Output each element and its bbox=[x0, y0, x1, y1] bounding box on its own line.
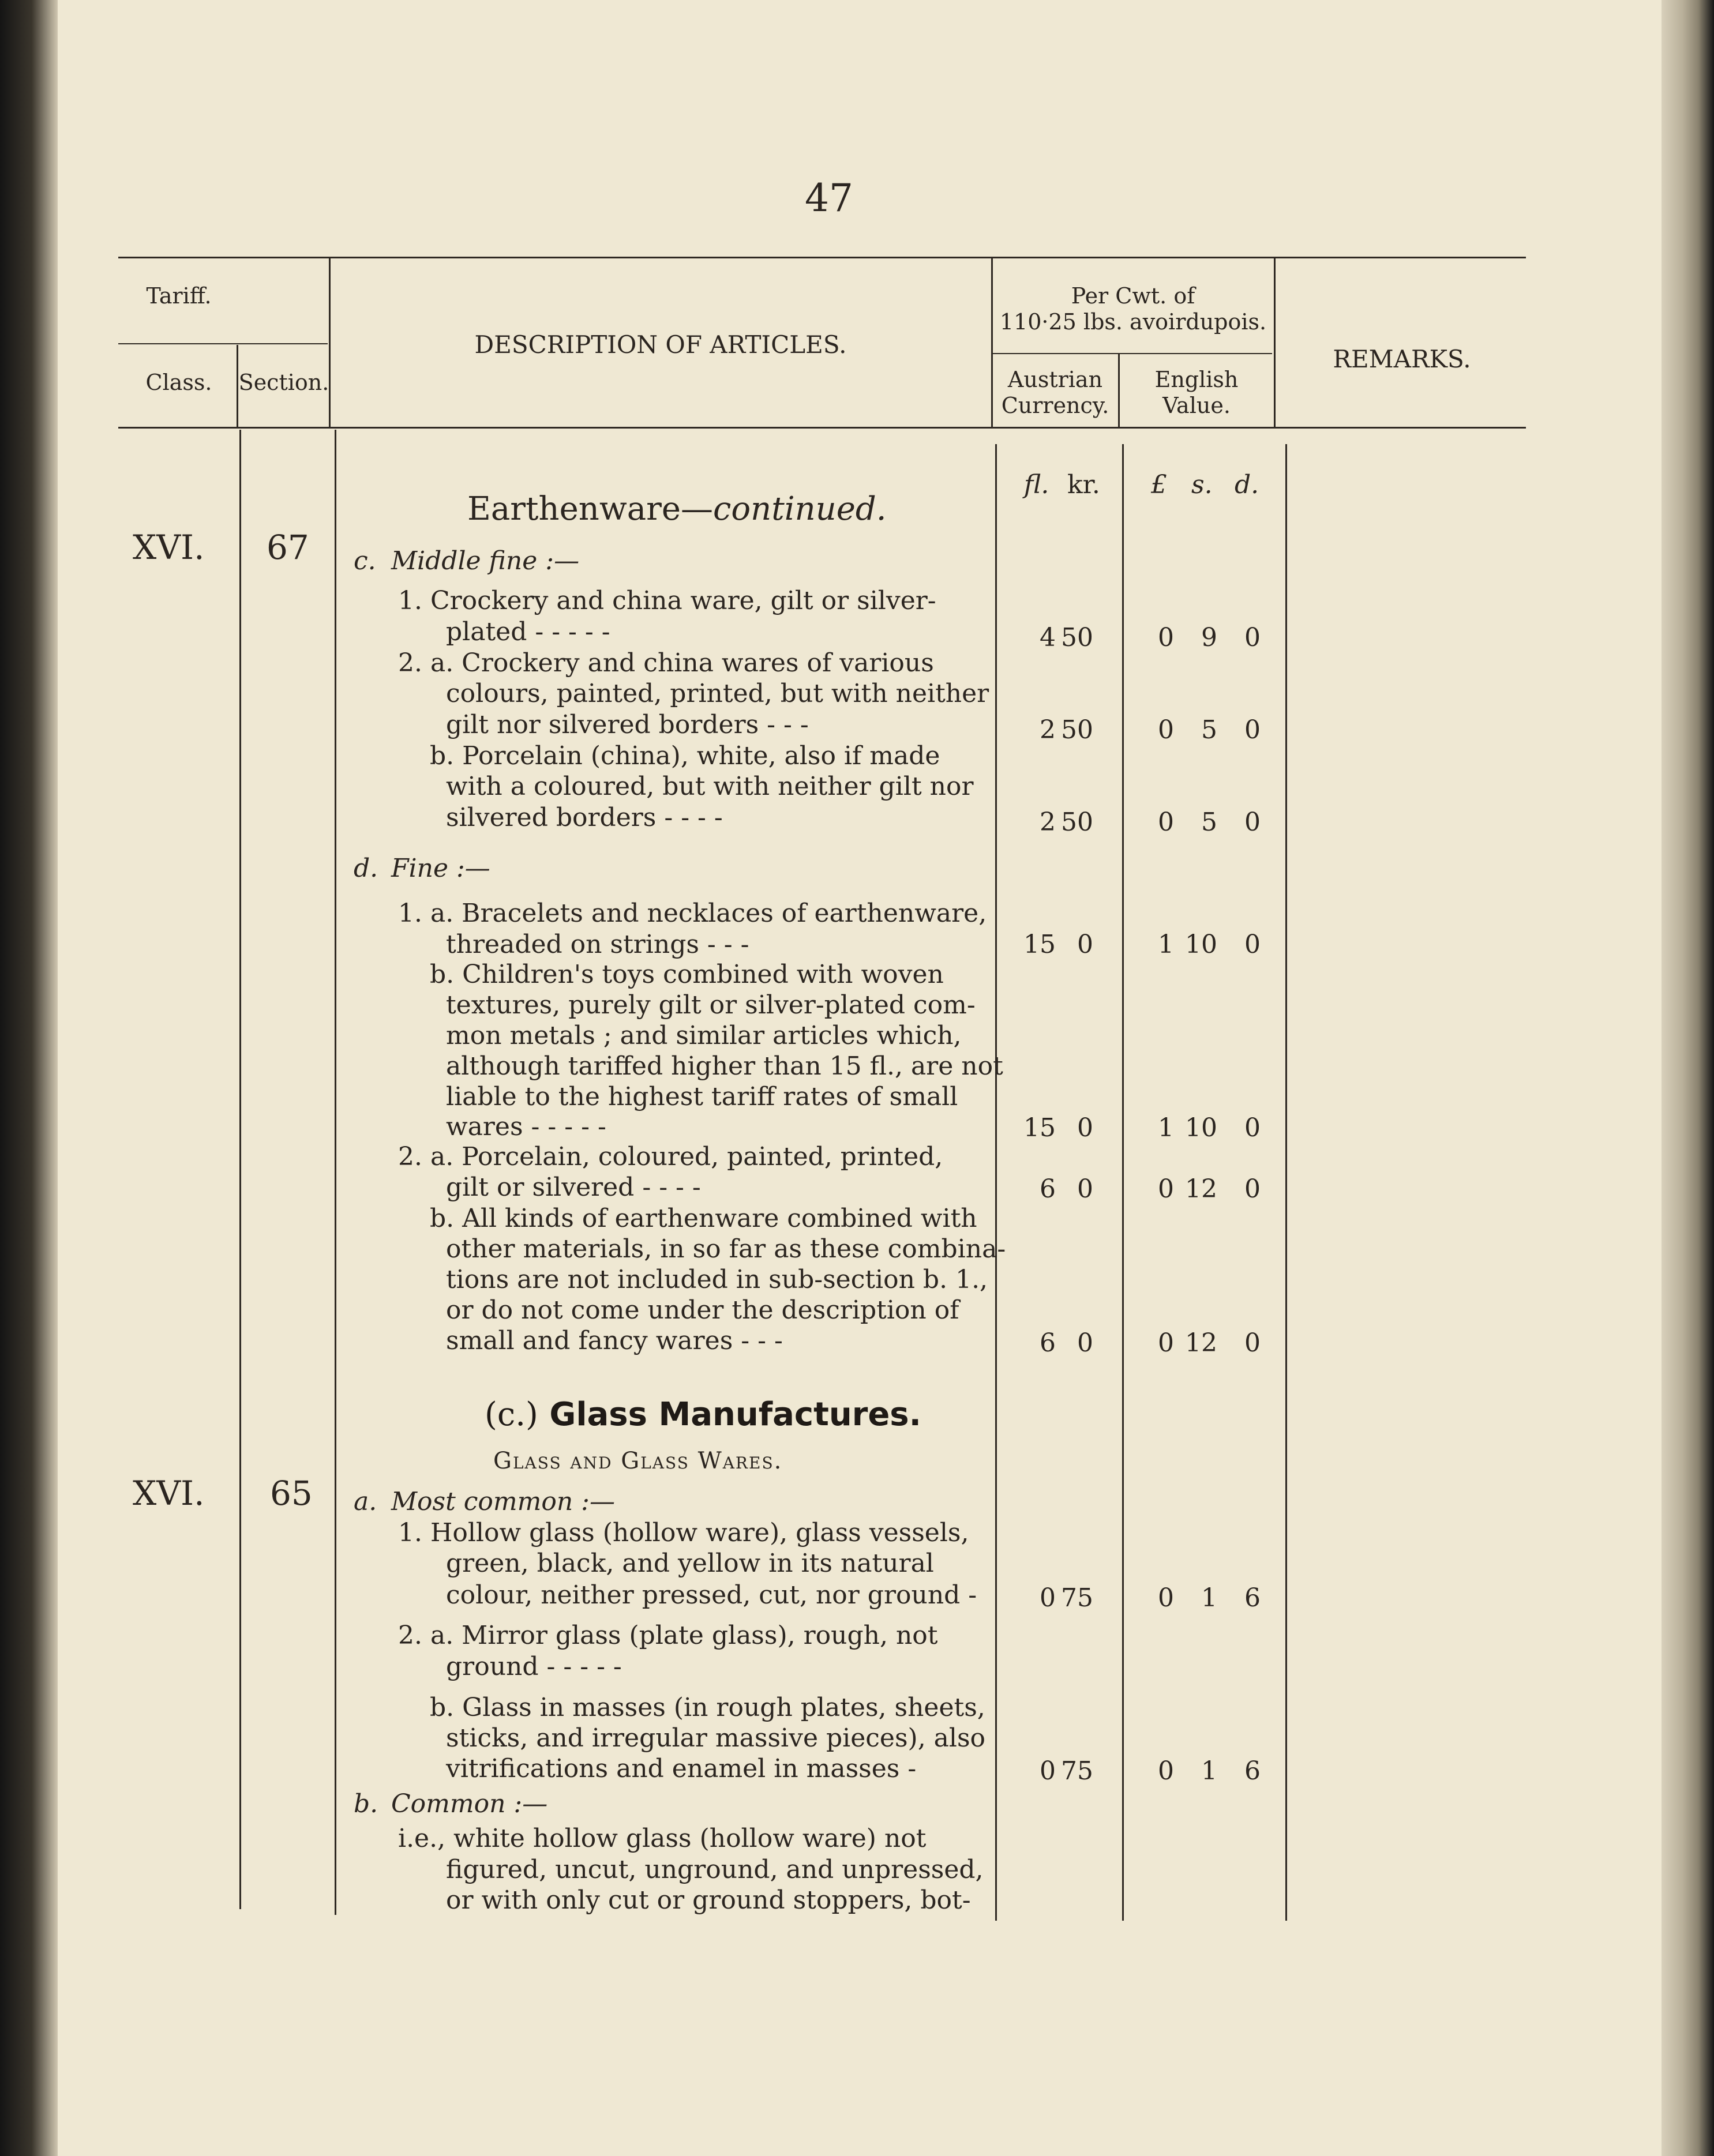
glass-subheading: Glass and Glass Wares. bbox=[493, 1448, 783, 1474]
description-line: b. All kinds of earthenware combined with bbox=[430, 1204, 977, 1233]
value-fl: 6 bbox=[1040, 1328, 1056, 1358]
subsection-b-title: Common :— bbox=[391, 1789, 548, 1819]
value-shillings: 9 bbox=[1201, 623, 1217, 652]
page-gutter bbox=[0, 0, 58, 2156]
value-fl: 2 bbox=[1040, 715, 1056, 745]
subsection-d-title: Fine :— bbox=[391, 854, 490, 883]
value-shillings: 12 bbox=[1185, 1174, 1217, 1204]
class-xvi-earthenware: XVI. bbox=[133, 528, 205, 567]
header-percwt-line1: Per Cwt. of bbox=[1071, 283, 1195, 309]
unit-shilling: s. bbox=[1191, 470, 1213, 499]
description-line: wares - - - - - bbox=[446, 1112, 606, 1141]
value-pounds: 0 bbox=[1158, 1756, 1174, 1786]
description-line: or do not come under the description of bbox=[446, 1295, 959, 1325]
subsection-b-label: b. bbox=[354, 1789, 378, 1819]
column-rule-class bbox=[239, 430, 241, 1909]
value-shillings: 10 bbox=[1185, 1113, 1217, 1143]
description-line: b. Children's toys combined with woven bbox=[430, 960, 944, 989]
value-shillings: 1 bbox=[1201, 1756, 1217, 1786]
value-pounds: 0 bbox=[1158, 1583, 1174, 1613]
description-line: tions are not included in sub-section b. 1., bbox=[446, 1265, 988, 1294]
description-line: plated - - - - - bbox=[446, 617, 610, 647]
header-desc-divider bbox=[329, 258, 331, 427]
value-kr: 0 bbox=[1077, 1113, 1093, 1143]
value-shillings: 10 bbox=[1185, 930, 1217, 959]
earthenware-heading-main: Earthenware— bbox=[467, 490, 714, 528]
description-line: other materials, in so far as these combina- bbox=[446, 1234, 1006, 1264]
description-line: 1. a. Bracelets and necklaces of earthenware, bbox=[398, 899, 987, 928]
section-67: 67 bbox=[267, 528, 309, 567]
page-edge bbox=[1662, 0, 1714, 2156]
header-section: Section. bbox=[238, 370, 329, 395]
column-rule-currency bbox=[1122, 444, 1124, 1921]
earthenware-heading-continued: continued. bbox=[713, 490, 887, 528]
description-line: 2. a. Mirror glass (plate glass), rough, not bbox=[398, 1621, 938, 1650]
class-xvi-glass: XVI. bbox=[133, 1474, 205, 1513]
value-shillings: 1 bbox=[1201, 1583, 1217, 1613]
value-fl: 4 bbox=[1040, 623, 1056, 652]
value-kr: 50 bbox=[1061, 807, 1093, 837]
glass-manufactures-heading bbox=[485, 1396, 921, 1433]
header-class: Class. bbox=[145, 370, 212, 395]
value-kr: 75 bbox=[1061, 1756, 1093, 1786]
value-kr: 50 bbox=[1061, 715, 1093, 745]
description-line: textures, purely gilt or silver-plated com- bbox=[446, 990, 976, 1020]
value-pounds: 0 bbox=[1158, 807, 1174, 837]
subsection-c-label: c. bbox=[354, 546, 376, 576]
description-line: gilt nor silvered borders - - - bbox=[446, 710, 809, 739]
header-description: DESCRIPTION OF ARTICLES. bbox=[474, 330, 847, 359]
description-line: or with only cut or ground stoppers, bot- bbox=[446, 1885, 971, 1915]
value-kr: 0 bbox=[1077, 1328, 1093, 1358]
description-line: figured, uncut, unground, and unpressed, bbox=[446, 1855, 984, 1884]
description-line: gilt or silvered - - - - bbox=[446, 1173, 701, 1202]
description-line: 1. Hollow glass (hollow ware), glass vessels, bbox=[398, 1518, 969, 1547]
caption-prefix: (c.) bbox=[485, 1396, 538, 1433]
value-pence: 6 bbox=[1244, 1756, 1261, 1786]
description-line: threaded on strings - - - bbox=[446, 930, 749, 959]
caption-title: Glass Manufactures. bbox=[549, 1396, 921, 1433]
description-line: vitrifications and enamel in masses - bbox=[446, 1754, 917, 1783]
description-line: liable to the highest tariff rates of small bbox=[446, 1082, 958, 1111]
description-line: colour, neither pressed, cut, nor ground - bbox=[446, 1580, 977, 1610]
subsection-a-label: a. bbox=[354, 1487, 377, 1516]
value-pence: 0 bbox=[1244, 623, 1261, 652]
value-fl: 15 bbox=[1023, 1113, 1056, 1143]
header-bottom-rule bbox=[118, 427, 1526, 429]
value-pence: 0 bbox=[1244, 715, 1261, 745]
header-tariff: Tariff. bbox=[146, 283, 212, 309]
value-pounds: 1 bbox=[1158, 1113, 1174, 1143]
value-fl: 15 bbox=[1023, 930, 1056, 959]
description-line: small and fancy wares - - - bbox=[446, 1326, 783, 1355]
description-line: green, black, and yellow in its natural bbox=[446, 1549, 934, 1578]
header-remarks: REMARKS. bbox=[1333, 345, 1471, 373]
value-pounds: 0 bbox=[1158, 1174, 1174, 1204]
value-pounds: 1 bbox=[1158, 930, 1174, 959]
tariff-rule bbox=[118, 343, 328, 344]
header-english-line2: Value. bbox=[1162, 393, 1231, 418]
page-number: 47 bbox=[805, 176, 853, 220]
value-pence: 0 bbox=[1244, 1113, 1261, 1143]
subsection-d-label: d. bbox=[354, 854, 378, 883]
unit-pound: £ bbox=[1151, 470, 1167, 499]
header-remarks-divider bbox=[1274, 258, 1276, 427]
header-percwt-line2: 110·25 lbs. avoirdupois. bbox=[999, 309, 1267, 335]
value-fl: 6 bbox=[1040, 1174, 1056, 1204]
value-pounds: 0 bbox=[1158, 1328, 1174, 1358]
description-line: ground - - - - - bbox=[446, 1652, 622, 1681]
value-pence: 6 bbox=[1244, 1583, 1261, 1613]
subsection-c-title: Middle fine :— bbox=[391, 546, 580, 576]
description-line: 1. Crockery and china ware, gilt or silver- bbox=[398, 586, 936, 615]
description-line: silvered borders - - - - bbox=[446, 803, 723, 832]
value-kr: 0 bbox=[1077, 930, 1093, 959]
header-english-line1: English bbox=[1154, 367, 1239, 392]
description-line: 2. a. Crockery and china wares of various bbox=[398, 648, 934, 678]
value-pounds: 0 bbox=[1158, 623, 1174, 652]
header-austrian-line2: Currency. bbox=[1001, 393, 1109, 418]
column-rule-description bbox=[995, 444, 997, 1921]
value-kr: 0 bbox=[1077, 1174, 1093, 1204]
column-rule-section bbox=[335, 430, 336, 1915]
value-shillings: 5 bbox=[1201, 715, 1217, 745]
description-line: i.e., white hollow glass (hollow ware) not bbox=[398, 1824, 927, 1853]
description-line: b. Porcelain (china), white, also if made bbox=[430, 741, 940, 771]
earthenware-heading bbox=[467, 490, 887, 528]
unit-kr: kr. bbox=[1067, 470, 1100, 499]
value-kr: 50 bbox=[1061, 623, 1093, 652]
value-pence: 0 bbox=[1244, 1328, 1261, 1358]
description-line: although tariffed higher than 15 fl., are not bbox=[446, 1051, 1003, 1081]
section-65: 65 bbox=[270, 1474, 313, 1513]
value-fl: 2 bbox=[1040, 807, 1056, 837]
description-line: with a coloured, but with neither gilt nor bbox=[446, 772, 974, 801]
description-line: b. Glass in masses (in rough plates, sheets, bbox=[430, 1693, 985, 1722]
value-pounds: 0 bbox=[1158, 715, 1174, 745]
value-fl: 0 bbox=[1040, 1756, 1056, 1786]
description-line: colours, painted, printed, but with neither bbox=[446, 679, 989, 708]
value-pence: 0 bbox=[1244, 807, 1261, 837]
description-line: mon metals ; and similar articles which, bbox=[446, 1021, 962, 1050]
subsection-a-title: Most common :— bbox=[391, 1487, 616, 1516]
value-pence: 0 bbox=[1244, 1174, 1261, 1204]
value-shillings: 12 bbox=[1185, 1328, 1217, 1358]
header-austrian-line1: Austrian bbox=[1007, 367, 1103, 392]
description-line: 2. a. Porcelain, coloured, painted, printed, bbox=[398, 1142, 943, 1171]
value-pence: 0 bbox=[1244, 930, 1261, 959]
column-rule-remarks bbox=[1285, 444, 1287, 1921]
value-fl: 0 bbox=[1040, 1583, 1056, 1613]
description-line: sticks, and irregular massive pieces), also bbox=[446, 1723, 986, 1753]
unit-fl: fl. bbox=[1024, 470, 1049, 499]
percwt-rule bbox=[992, 353, 1272, 354]
unit-pence: d. bbox=[1235, 470, 1259, 499]
value-shillings: 5 bbox=[1201, 807, 1217, 837]
value-kr: 75 bbox=[1061, 1583, 1093, 1613]
